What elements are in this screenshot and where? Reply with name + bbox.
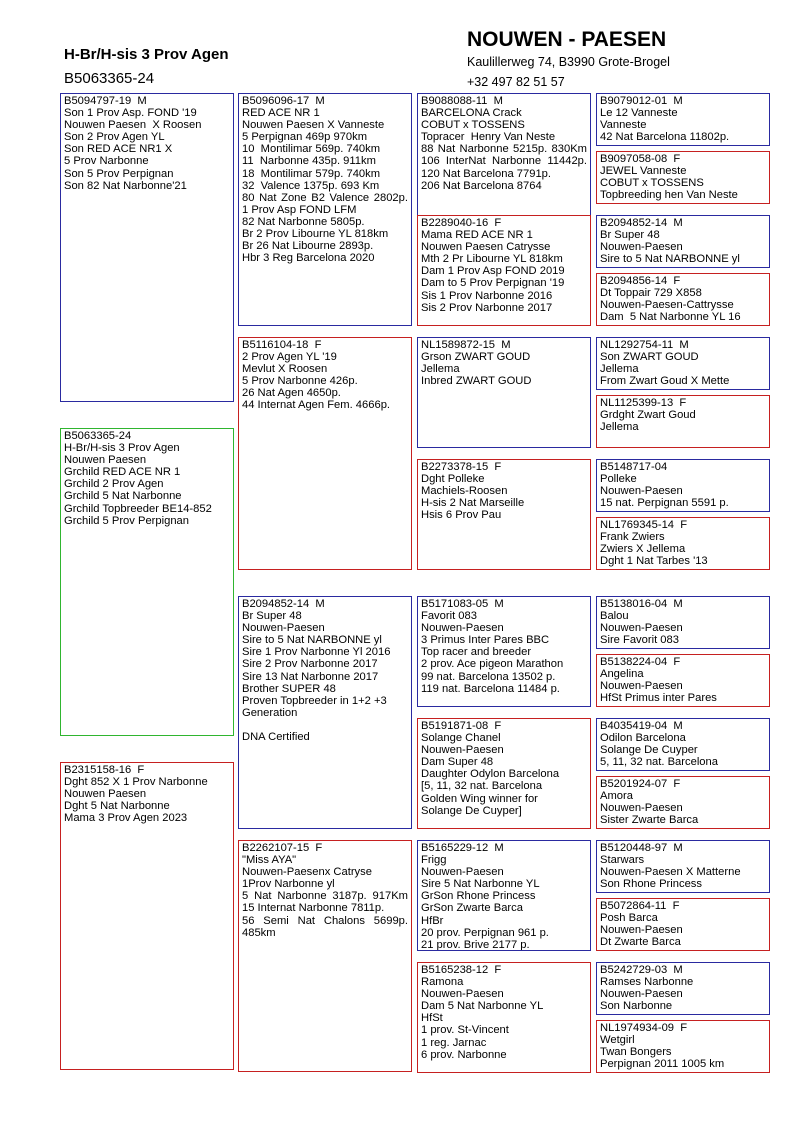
ring-number: B5165229-12 M — [421, 842, 504, 854]
pedigree-line: Daughter Odylon Barcelona — [421, 768, 560, 781]
pedigree-line: 99 nat. Barcelona 13502 p. — [421, 670, 556, 683]
pedigree-line: 10 Montilimar 569p. 740km — [242, 143, 381, 156]
g4-card-13 — [596, 840, 770, 893]
ring-number: NL1125399-13 F — [600, 397, 687, 409]
pedigree-line: Polleke — [600, 473, 637, 486]
ring-number: B5120448-97 M — [600, 842, 683, 854]
pedigree-line: RED ACE NR 1 — [242, 107, 320, 120]
ring-number: B5148717-04 — [600, 461, 668, 473]
g4-card-3 — [596, 215, 770, 268]
g4-card-11 — [596, 718, 770, 771]
dd-dam-card — [417, 962, 591, 1073]
pedigree-line: 106 InterNat Narbonne 11442p. — [421, 155, 587, 168]
pedigree-line: 5 Prov Narbonne — [64, 155, 149, 168]
pedigree-line: Sire to 5 Nat NARBONNE yl — [600, 253, 740, 266]
pedigree-line: BARCELONA Crack — [421, 107, 522, 120]
ring-number: NL1589872-15 M — [421, 339, 511, 351]
breeder-phone: +32 497 82 51 57 — [467, 75, 565, 89]
pedigree-line: Nouwen-Paesen — [600, 680, 683, 693]
pedigree-line: 80 Nat Zone B2 Valence 2802p. — [242, 191, 408, 204]
pedigree-line: Dt Zwarte Barca — [600, 936, 681, 949]
pedigree-line: Sire 5 Nat Narbonne YL — [421, 878, 540, 891]
pedigree-line: Ramona — [421, 976, 464, 989]
pedigree-line: Mama RED ACE NR 1 — [421, 229, 533, 242]
pedigree-line: Dam Super 48 — [421, 756, 494, 769]
pedigree-line: Grchild RED ACE NR 1 — [64, 466, 181, 479]
pedigree-line: Frank Zwiers — [600, 531, 665, 544]
pedigree-line: 5, 11, 32 nat. Barcelona — [600, 756, 718, 769]
pedigree-line: Sister Zwarte Barca — [600, 814, 699, 827]
pedigree-line: [5, 11, 32 nat. Barcelona — [421, 780, 543, 793]
g4-card-16 — [596, 1020, 770, 1073]
ring-number: B4035419-04 M — [600, 720, 683, 732]
pedigree-line: Sire Favorit 083 — [600, 634, 679, 647]
g4-card-15 — [596, 962, 770, 1015]
pedigree-line: Hbr 3 Reg Barcelona 2020 — [242, 252, 375, 265]
pedigree-line: Ramses Narbonne — [600, 976, 694, 989]
ring-number: NL1292754-11 M — [600, 339, 689, 351]
pedigree-line: Sis 2 Prov Narbonne 2017 — [421, 301, 553, 314]
ss-sire-card — [417, 93, 591, 216]
pedigree-line: Dam 1 Prov Asp FOND 2019 — [421, 265, 565, 278]
pedigree-line: 2 prov. Ace pigeon Marathon — [421, 658, 564, 671]
pedigree-line: Nouwen-Paesen X Matterne — [600, 866, 741, 879]
ring-number: B2315158-16 F — [64, 764, 145, 776]
pedigree-line: GrSon Rhone Princess — [421, 890, 536, 903]
pedigree-line: Le 12 Vanneste — [600, 107, 678, 120]
pedigree-line: Angelina — [600, 668, 644, 681]
pedigree-line: Son Narbonne — [600, 1000, 673, 1013]
pedigree-line: Amora — [600, 790, 633, 803]
g4-card-6 — [596, 395, 770, 448]
pedigree-line: HfSt — [421, 1012, 443, 1025]
pedigree-line — [242, 719, 408, 731]
pedigree-line: Son 82 Nat Narbonne'21 — [64, 179, 187, 192]
pedigree-line: Nouwen-Paesen — [421, 988, 504, 1001]
pedigree-line: Grson ZWART GOUD — [421, 351, 531, 364]
pedigree-line: 5 Nat Narbonne 3187p. 917Km — [242, 890, 408, 903]
pedigree-line: Topracer Henry Van Neste — [421, 131, 556, 144]
pedigree-line: Nouwen Paesen Catrysse — [421, 241, 551, 254]
pedigree-line: Nouwen-Paesen — [421, 622, 504, 635]
pedigree-line: 20 prov. Perpignan 961 p. — [421, 926, 549, 939]
pedigree-line: GrSon Zwarte Barca — [421, 902, 523, 915]
pedigree-line: Son 2 Prov Agen YL — [64, 131, 165, 144]
pedigree-line: COBUT x TOSSENS — [600, 177, 704, 190]
pedigree-line: Son ZWART GOUD — [600, 351, 699, 364]
pedigree-line: DNA Certified — [242, 730, 310, 743]
pedigree-line: 120 Nat Barcelona 7791p. — [421, 167, 551, 180]
pedigree-line: 119 nat. Barcelona 11484 p. — [421, 682, 560, 695]
pedigree-line: 5 Prov Narbonne 426p. — [242, 375, 358, 388]
pedigree-line: Nouwen-Paesen — [421, 744, 504, 757]
ring-number: B5063365-24 — [64, 430, 132, 442]
ring-number: B5138224-04 F — [600, 656, 681, 668]
subject-card — [60, 428, 234, 736]
pedigree-line: Grchild 5 Nat Narbonne — [64, 490, 182, 503]
pedigree-line: 6 prov. Narbonne — [421, 1048, 507, 1061]
pedigree-line: Inbred ZWART GOUD — [421, 375, 532, 388]
sd-dam-card — [417, 459, 591, 570]
pedigree-line: 15 Internat Narbonne 7811p. — [242, 902, 385, 915]
ring-number: B5072864-11 F — [600, 900, 680, 912]
pedigree-line: Sire 2 Prov Narbonne 2017 — [242, 658, 378, 671]
pedigree-line: Starwars — [600, 854, 645, 867]
pedigree-line: 15 nat. Perpignan 5591 p. — [600, 497, 729, 510]
dam-dam-card — [238, 840, 412, 1072]
pedigree-line: H-sis 2 Nat Marseille — [421, 497, 525, 510]
pedigree-line: Proven Topbreeder in 1+2 +3 Generation — [242, 694, 387, 719]
ss-dam-card — [417, 215, 591, 326]
pedigree-line: Grchild Topbreeder BE14-852 — [64, 502, 212, 515]
pedigree-line: Grchild 2 Prov Agen — [64, 478, 164, 491]
ds-dam-card — [417, 718, 591, 829]
pedigree-line: 82 Nat Narbonne 5805p. — [242, 215, 365, 228]
g4-card-5 — [596, 337, 770, 390]
pedigree-line: Top racer and breeder — [421, 646, 532, 659]
pedigree-line: Br 2 Prov Libourne YL 818km — [242, 228, 389, 241]
pedigree-line: Nouwen-Paesen — [600, 485, 683, 498]
pedigree-line: Nouwen-Paesen-Cattrysse — [600, 299, 734, 312]
ring-number: NL1974934-09 F — [600, 1022, 688, 1034]
pedigree-line: Twan Bongers — [600, 1046, 672, 1059]
pedigree-line: Perpignan 2011 1005 km — [600, 1058, 725, 1071]
ring-number: B5201924-07 F — [600, 778, 681, 790]
pedigree-line: Son Rhone Princess — [600, 878, 702, 891]
pedigree-line: 88 Nat Narbonne 5215p. 830Km — [421, 143, 587, 156]
pedigree-line: Machiels-Roosen — [421, 485, 508, 498]
pedigree-line: Son 5 Prov Perpignan — [64, 167, 174, 180]
ring-number: B5116104-18 F — [242, 339, 322, 351]
pedigree-line: Dght 1 Nat Tarbes '13 — [600, 555, 708, 568]
pedigree-line: 1 prov. St-Vincent — [421, 1024, 509, 1037]
pedigree-line: 1 reg. Jarnac — [421, 1036, 487, 1049]
pedigree-line: Sire 13 Nat Narbonne 2017 — [242, 670, 379, 683]
dam-card — [60, 762, 234, 1070]
ring-number: B9097058-08 F — [600, 153, 681, 165]
breeder-name: NOUWEN - PAESEN — [467, 28, 667, 51]
pedigree-line: 44 Internat Agen Fem. 4666p. — [242, 399, 391, 412]
pedigree-line: Solange De Cuyper — [600, 744, 698, 757]
pedigree-line: Sire 1 Prov Narbonne Yl 2016 — [242, 646, 391, 659]
g4-card-10 — [596, 654, 770, 707]
pedigree-line: Jellema — [600, 363, 639, 376]
pedigree-line: Hsis 6 Prov Pau — [421, 509, 502, 522]
pedigree-line: Nouwen Paesen X Roosen — [64, 119, 202, 132]
pedigree-line: From Zwart Goud X Mette — [600, 375, 730, 388]
pedigree-line: Posh Barca — [600, 912, 658, 925]
ring-number: B5094797-19 M — [64, 95, 147, 107]
pedigree-line: Solange Chanel — [421, 732, 501, 745]
ring-number: NL1769345-14 F — [600, 519, 688, 531]
sire-sire-card — [238, 93, 412, 326]
pedigree-line: 26 Nat Agen 4650p. — [242, 387, 341, 400]
subject-title: H-Br/H-sis 3 Prov Agen — [64, 46, 229, 63]
ring-number: B5171083-05 M — [421, 598, 504, 610]
pedigree-line: Jellema — [600, 421, 639, 434]
pedigree-line: Mama 3 Prov Agen 2023 — [64, 812, 188, 825]
pedigree-line: Grdght Zwart Goud — [600, 409, 696, 422]
sire-dam-card — [238, 337, 412, 570]
pedigree-line: 5 Perpignan 469p 970km — [242, 131, 368, 144]
ring-number: B2094852-14 M — [242, 598, 325, 610]
ring-number: B5165238-12 F — [421, 964, 502, 976]
pedigree-line: Jellema — [421, 363, 460, 376]
pedigree-line: Nouwen-Paesen — [600, 988, 683, 1001]
pedigree-line: Vanneste — [600, 119, 647, 132]
pedigree-line: 1 Prov Asp FOND LFM — [242, 203, 357, 216]
pedigree-line: Dam 5 Nat Narbonne YL 16 — [600, 311, 741, 324]
pedigree-line: 1Prov Narbonne yl — [242, 878, 335, 891]
pedigree-line: Nouwen-Paesen — [421, 866, 504, 879]
dd-sire-card — [417, 840, 591, 951]
ring-number: B2094852-14 M — [600, 217, 683, 229]
pedigree-line: 32 Valence 1375p. 693 Km — [242, 179, 380, 192]
pedigree-line: Br Super 48 — [600, 229, 660, 242]
pedigree-line: Nouwen-Paesen — [600, 924, 683, 937]
pedigree-line: Topbreeding hen Van Neste — [600, 189, 738, 202]
ring-number: B2273378-15 F — [421, 461, 502, 473]
pedigree-line: HfSt Primus inter Pares — [600, 692, 717, 705]
g4-card-8 — [596, 517, 770, 570]
g4-card-14 — [596, 898, 770, 951]
breeder-address: Kaulillerweg 74, B3990 Grote-Brogel — [467, 55, 670, 69]
pedigree-line: Sis 1 Prov Narbonne 2016 — [421, 289, 553, 302]
g4-card-4 — [596, 273, 770, 326]
pedigree-line: 11 Narbonne 435p. 911km — [242, 155, 376, 168]
g4-card-7 — [596, 459, 770, 512]
pedigree-line: Mth 2 Pr Libourne YL 818km — [421, 253, 563, 266]
pedigree-line: Br 26 Nat Libourne 2893p. — [242, 240, 374, 253]
pedigree-line: Br Super 48 — [242, 610, 302, 623]
pedigree-line: Nouwen-Paesen — [242, 622, 325, 635]
pedigree-line: Dght 5 Nat Narbonne — [64, 800, 170, 813]
pedigree-line: Nouwen-Paesen — [600, 802, 683, 815]
pedigree-line: "Miss AYA" — [242, 854, 297, 867]
sd-sire-card — [417, 337, 591, 448]
pedigree-line: Dam 5 Nat Narbonne YL — [421, 1000, 544, 1013]
pedigree-line: 206 Nat Barcelona 8764 — [421, 179, 542, 192]
pedigree-line: 3 Primus Inter Pares BBC — [421, 634, 550, 647]
pedigree-line: HfBr — [421, 914, 444, 927]
ring-number: B2262107-15 F — [242, 842, 323, 854]
pedigree-line: JEWEL Vanneste — [600, 165, 687, 178]
pedigree-line: Nouwen-Paesen — [600, 241, 683, 254]
g4-card-12 — [596, 776, 770, 829]
pedigree-line: Nouwen Paesen — [64, 454, 147, 467]
pedigree-line: Nouwen-Paesenx Catryse — [242, 866, 372, 879]
g4-card-1 — [596, 93, 770, 146]
sire-card — [60, 93, 234, 402]
ring-number: B9079012-01 M — [600, 95, 683, 107]
pedigree-line: Dght 852 X 1 Prov Narbonne — [64, 776, 208, 789]
pedigree-line: Golden Wing winner for — [421, 792, 538, 805]
ring-number: B2094856-14 F — [600, 275, 681, 287]
subject-ring-number: B5063365-24 — [64, 70, 155, 87]
pedigree-line: Favorit 083 — [421, 610, 477, 623]
pedigree-line: COBUT x TOSSENS — [421, 119, 525, 132]
g4-card-9 — [596, 596, 770, 649]
pedigree-line: Zwiers X Jellema — [600, 543, 686, 556]
ring-number: B5242729-03 M — [600, 964, 683, 976]
pedigree-line: 18 Montilimar 579p. 740km — [242, 167, 381, 180]
pedigree-line: Son RED ACE NR1 X — [64, 143, 173, 156]
pedigree-line: Wetgirl — [600, 1034, 635, 1047]
ring-number: B2289040-16 F — [421, 217, 502, 229]
pedigree-line: 21 prov. Brive 2177 p. — [421, 938, 530, 951]
ring-number: B9088088-11 M — [421, 95, 503, 107]
pedigree-line: Dght Polleke — [421, 473, 485, 486]
ds-sire-card — [417, 596, 591, 707]
pedigree-line: 2 Prov Agen YL '19 — [242, 351, 337, 364]
pedigree-line: 56 Semi Nat Chalons 5699p. 485km — [242, 914, 408, 939]
pedigree-line: Solange De Cuyper] — [421, 804, 522, 817]
pedigree-line: Sire to 5 Nat NARBONNE yl — [242, 634, 382, 647]
pedigree-line: Son 1 Prov Asp. FOND '19 — [64, 107, 197, 120]
ring-number: B5191871-08 F — [421, 720, 502, 732]
pedigree-line: Dam to 5 Prov Perpignan '19 — [421, 277, 565, 290]
pedigree-line: Odilon Barcelona — [600, 732, 686, 745]
pedigree-line: Frigg — [421, 854, 447, 867]
pedigree-line: Balou — [600, 610, 629, 623]
ring-number: B5138016-04 M — [600, 598, 683, 610]
pedigree-line: Grchild 5 Prov Perpignan — [64, 514, 189, 527]
pedigree-line: 42 Nat Barcelona 11802p. — [600, 131, 730, 144]
pedigree-line: Dt Toppair 729 X858 — [600, 287, 702, 300]
pedigree-line: Mevlut X Roosen — [242, 363, 328, 376]
pedigree-line: Brother SUPER 48 — [242, 682, 336, 695]
ring-number: B5096096-17 M — [242, 95, 325, 107]
pedigree-line: Nouwen-Paesen — [600, 622, 683, 635]
pedigree-line: Nouwen Paesen X Vanneste — [242, 119, 385, 132]
g4-card-2 — [596, 151, 770, 204]
pedigree-line: H-Br/H-sis 3 Prov Agen — [64, 442, 180, 455]
dam-sire-card — [238, 596, 412, 829]
pedigree-line: Nouwen Paesen — [64, 788, 147, 801]
